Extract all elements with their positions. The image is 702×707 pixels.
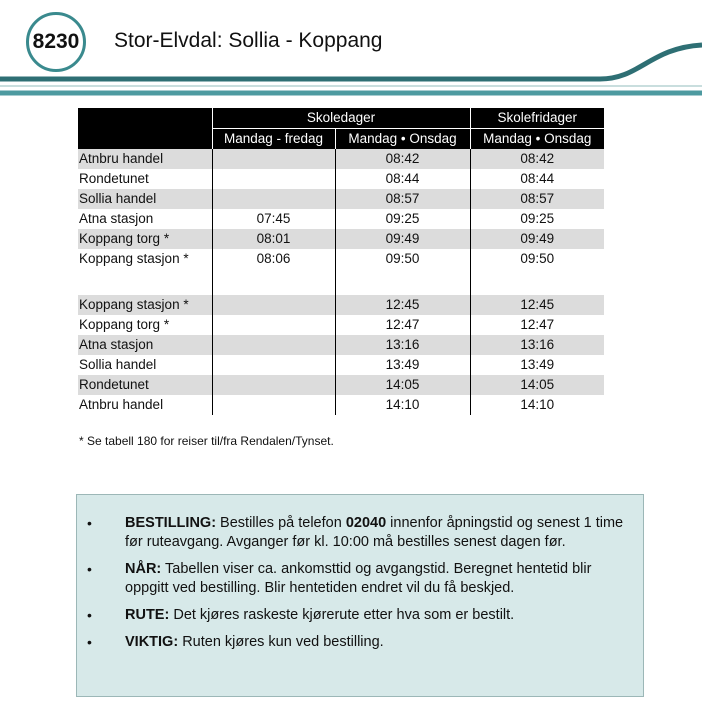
group-header-skolefridager: Skolefridager (470, 108, 604, 129)
info-item-label: RUTE: (125, 607, 170, 623)
table-row (78, 249, 604, 269)
stop-name: Rondetunet (78, 375, 212, 395)
sub-header: Mandag • Onsdag (335, 129, 470, 150)
time-cell: 08:44 (470, 169, 604, 189)
time-cell: 08:42 (335, 149, 470, 169)
time-cell: 09:49 (335, 229, 470, 249)
time-cell: 08:57 (470, 189, 604, 209)
timetable (78, 108, 604, 415)
info-item-text: Tabellen viser ca. ankomsttid og avgangstid. Beregnet hentetid blir oppgitt ved bestilling. Blir hentetiden endret vil du få beskjed. (125, 561, 592, 596)
header-swoosh-decoration (0, 40, 702, 98)
table-row (78, 335, 604, 355)
time-cell (212, 315, 335, 335)
stop-name: Atna stasjon (78, 335, 212, 355)
swoosh-line-upper (0, 45, 702, 79)
header-blank (78, 129, 212, 150)
info-item-text: Det kjøres raskeste kjørerute etter hva som er bestilt. (169, 607, 515, 623)
stop-name: Koppang torg * (78, 229, 212, 249)
stop-name: Koppang stasjon * (79, 251, 189, 266)
time-cell (212, 335, 335, 355)
table-row (78, 295, 604, 315)
stop-name: Atnbru handel (79, 397, 164, 412)
timetable-group-header-row (78, 108, 604, 129)
info-item-text: Bestilles på telefon (216, 515, 346, 531)
stop-name: Rondetunet (79, 171, 149, 186)
sub-header: Mandag • Onsdag (470, 129, 604, 150)
timetable-sub-header-row (78, 129, 604, 150)
info-item (77, 514, 643, 552)
bullet-icon: • (87, 561, 92, 577)
time-cell: 12:45 (470, 295, 604, 315)
time-cell (212, 375, 335, 395)
table-row (78, 315, 604, 335)
time-cell: 08:01 (212, 229, 335, 249)
time-cell: 09:25 (335, 209, 470, 229)
sub-header: Mandag - fredag (212, 129, 335, 150)
info-box (76, 494, 644, 697)
stop-name: Koppang stasjon * (78, 295, 212, 315)
info-item-text: Ruten kjøres kun ved bestilling. (178, 634, 384, 650)
time-cell: 14:10 (335, 395, 470, 415)
bullet-icon: • (87, 515, 92, 531)
header-blank (78, 108, 212, 129)
time-cell: 13:16 (335, 335, 470, 355)
time-cell: 14:05 (335, 375, 470, 395)
time-cell: 09:25 (470, 209, 604, 229)
table-row (78, 355, 604, 375)
time-cell: 09:49 (470, 229, 604, 249)
table-row (78, 395, 604, 415)
time-cell: 12:47 (335, 315, 470, 335)
time-cell: 09:50 (470, 249, 604, 269)
table-row (78, 375, 604, 395)
time-cell: 12:45 (335, 295, 470, 315)
time-cell (212, 395, 335, 415)
time-cell: 14:10 (470, 395, 604, 415)
table-row (78, 229, 604, 249)
time-cell: 09:50 (335, 249, 470, 269)
time-cell: 13:49 (335, 355, 470, 375)
time-cell: 14:05 (470, 375, 604, 395)
info-list (77, 514, 643, 660)
table-row (78, 149, 604, 169)
stop-name: Atnbru handel (78, 149, 212, 169)
spacer-cell (470, 269, 604, 295)
info-item-phone: 02040 (345, 515, 387, 531)
spacer-cell (335, 269, 470, 295)
time-cell (212, 189, 335, 209)
info-item (77, 560, 643, 598)
time-cell: 08:44 (335, 169, 470, 189)
table-spacer-row (78, 269, 604, 295)
time-cell: 13:49 (470, 355, 604, 375)
time-cell: 08:42 (470, 149, 604, 169)
time-cell: 12:47 (470, 315, 604, 335)
table-row (78, 189, 604, 209)
time-cell: 08:57 (335, 189, 470, 209)
info-item-label: BESTILLING: (125, 515, 217, 531)
stop-name: Sollia handel (79, 357, 157, 372)
time-cell (212, 149, 335, 169)
bullet-icon: • (87, 607, 92, 623)
table-row (78, 169, 604, 189)
info-item-label: NÅR: (125, 561, 162, 577)
info-item-label: VIKTIG: (125, 634, 179, 650)
stop-name: Koppang torg * (79, 317, 170, 332)
time-cell (212, 295, 335, 315)
spacer-cell (212, 269, 335, 295)
page-title: Stor-Elvdal: Sollia - Koppang (114, 29, 383, 52)
time-cell: 08:06 (212, 249, 335, 269)
info-item-text: innenfor åpningstid og senest 1 time før ruteavgang. Avganger før kl. 10:00 må bestilles senest dagen før. (125, 515, 624, 550)
bullet-icon: • (87, 634, 92, 650)
info-item (77, 606, 643, 625)
spacer-cell (78, 269, 212, 295)
stop-name: Sollia handel (78, 189, 212, 209)
route-number: 8230 (32, 30, 80, 53)
time-cell (212, 355, 335, 375)
time-cell (212, 169, 335, 189)
stop-name: Atna stasjon (79, 211, 154, 226)
info-item (77, 633, 643, 652)
time-cell: 07:45 (212, 209, 335, 229)
table-row (78, 209, 604, 229)
footnote: * Se tabell 180 for reiser til/fra Rendalen/Tynset. (79, 434, 334, 448)
time-cell: 13:16 (470, 335, 604, 355)
group-header-skoledager: Skoledager (212, 108, 470, 129)
